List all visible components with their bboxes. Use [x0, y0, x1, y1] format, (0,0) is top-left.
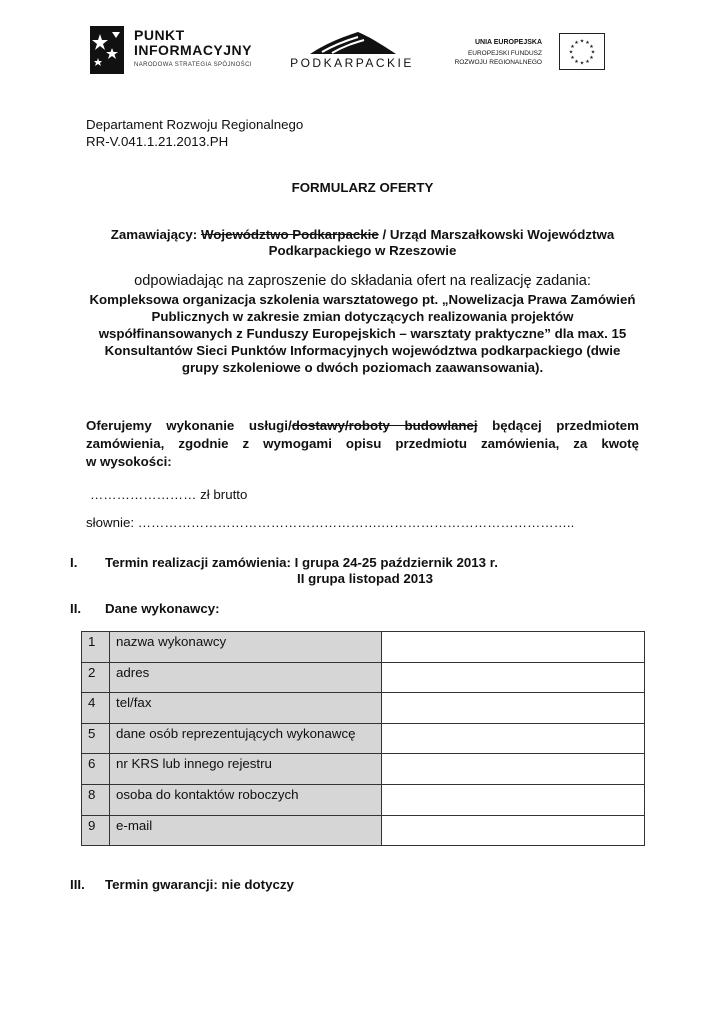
eu-star-icon: ★ — [568, 49, 574, 56]
eu-stars-icon — [560, 34, 604, 69]
ue-line1: UNIA EUROPEJSKA — [474, 39, 542, 46]
row-label: nr KRS lub innego rejestru — [110, 754, 382, 785]
eu-star-icon: ★ — [589, 44, 594, 50]
punkt-line3: NARODOWA STRATEGIA SPÓJNOŚCI — [134, 62, 252, 68]
table-row — [82, 663, 645, 693]
eu-star-icon: ★ — [570, 55, 575, 61]
eu-star-icon: ★ — [590, 49, 596, 56]
vendor-data-table — [81, 631, 645, 846]
department-name: Departament Rozwoju Regionalnego — [86, 117, 304, 132]
eu-star-icon: ★ — [585, 39, 590, 46]
section2-title: Dane wykonawcy: — [105, 601, 220, 616]
row-label: e-mail — [110, 816, 382, 846]
section3-title: Termin gwarancji: nie dotyczy — [105, 877, 294, 892]
task-line: współfinansowanych z Funduszy Europejskich – warsztaty praktyczne” dla max. 15 — [98, 326, 627, 341]
table-row — [82, 754, 645, 785]
podkarpackie-text: PODKARPACKIE — [290, 56, 414, 70]
amount-field[interactable]: …………………… zł brutto — [90, 487, 248, 502]
vendor-name-field[interactable] — [382, 632, 645, 663]
row-number: 8 — [82, 785, 110, 816]
table-row — [82, 816, 645, 846]
task-line: Konsultantów Sieci Punktów Informacyjnych województwa podkarpackiego (dwie — [104, 343, 621, 358]
vendor-krs-field[interactable] — [382, 754, 645, 785]
buyer-struck-text: Województwo Podkarpackie — [200, 227, 379, 242]
row-number: 1 — [82, 632, 110, 663]
reference-number: RR-V.041.1.21.2013.PH — [86, 134, 229, 149]
row-number: 2 — [82, 663, 110, 693]
row-label: tel/fax — [110, 693, 382, 724]
podkarpackie-mountains-icon — [288, 30, 416, 56]
row-label: dane osób reprezentujących wykonawcę — [110, 724, 382, 754]
punkt-line2: INFORMACYJNY — [134, 42, 253, 58]
table-row — [82, 693, 645, 724]
section1-title: Termin realizacji zamówienia: I grupa 24-25 październik 2013 r. — [105, 555, 498, 570]
row-number: 9 — [82, 816, 110, 846]
section3-number: III. — [70, 877, 85, 892]
task-line: Publicznych w zakresie zmian dotyczących realizowania projektów — [151, 309, 574, 324]
offer-line2: zamówienia, zgodnie z wymogami opisu przedmiotu zamówienia, za kwotę — [86, 436, 639, 451]
punkt-line1: PUNKT — [134, 27, 185, 43]
row-number: 5 — [82, 724, 110, 754]
ue-line2: EUROPEJSKI FUNDUSZ — [467, 50, 542, 57]
eu-star-icon: ★ — [579, 38, 585, 45]
invitation-text: odpowiadając na zaproszenie do składania ofert na realizację zadania: — [134, 273, 591, 289]
buyer-line1 — [0, 227, 725, 243]
row-label: osoba do kontaktów roboczych — [110, 785, 382, 816]
buyer-rest: / Urząd Marszałkowski Województwa — [378, 227, 615, 242]
row-label: nazwa wykonawcy — [110, 632, 382, 663]
eu-star-icon: ★ — [574, 59, 579, 66]
vendor-email-field[interactable] — [382, 816, 645, 846]
offer-line3: w wysokości: — [86, 454, 172, 469]
section1-number: I. — [70, 555, 78, 570]
eu-flag-icon — [559, 33, 605, 70]
task-line: Kompleksowa organizacja szkolenia warsztatowego pt. „Nowelizacja Prawa Zamówień — [89, 292, 636, 307]
punkt-informacyjny-logo — [90, 24, 260, 76]
eu-star-icon: ★ — [585, 59, 590, 66]
vendor-representatives-field[interactable] — [382, 724, 645, 754]
section2-number: II. — [70, 601, 82, 616]
buyer-line2: Podkarpackiego w Rzeszowie — [268, 243, 457, 258]
vendor-phone-fax-field[interactable] — [382, 693, 645, 724]
eu-star-icon: ★ — [574, 39, 579, 46]
ue-line3: ROZWOJU REGIONALNEGO — [454, 59, 542, 66]
buyer-label: Zamawiający: — [110, 227, 198, 242]
row-label: adres — [110, 663, 382, 693]
section1-line2: II grupa listopad 2013 — [297, 571, 433, 586]
table-row — [82, 632, 645, 663]
offer-struck-text: dostawy/roboty budowlanej — [291, 418, 478, 433]
offer-text-b: będącej przedmiotem — [477, 418, 639, 433]
page-title: FORMULARZ OFERTY — [291, 180, 434, 195]
amount-in-words-field[interactable]: słownie: ……………………………………………….…………………………………….. — [86, 515, 575, 530]
eu-star-icon: ★ — [579, 60, 585, 67]
row-number: 6 — [82, 754, 110, 785]
eu-star-icon: ★ — [570, 44, 575, 50]
offer-line1 — [86, 418, 639, 434]
vendor-address-field[interactable] — [382, 663, 645, 693]
table-row — [82, 724, 645, 754]
vendor-contact-person-field[interactable] — [382, 785, 645, 816]
punkt-informacyjny-emblem-icon — [90, 24, 130, 76]
row-number: 4 — [82, 693, 110, 724]
eu-star-icon: ★ — [589, 55, 594, 61]
offer-text-a: Oferujemy wykonanie usługi/ — [86, 418, 292, 433]
eu-logo — [452, 32, 602, 72]
task-line: grupy szkoleniowe o dwóch poziomach zaawansowania). — [181, 360, 544, 375]
podkarpackie-logo — [288, 30, 416, 76]
table-row — [82, 785, 645, 816]
